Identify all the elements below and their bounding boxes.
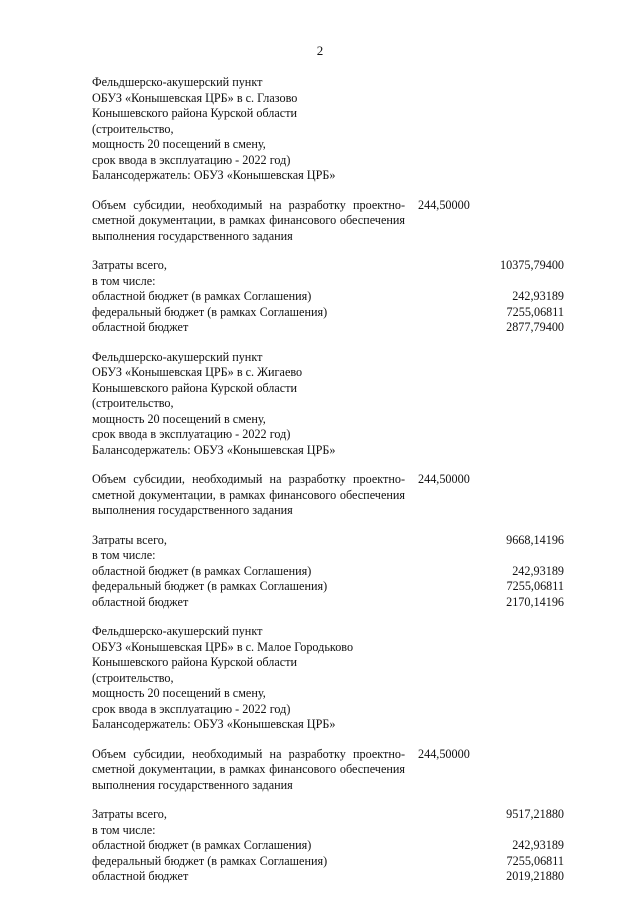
subsidy-row [92,472,564,519]
including-label: в том числе: [92,822,156,837]
including-label: в том числе: [92,548,156,562]
regional-agreement-row [92,838,564,854]
facility-line: Фельдшерско-акушерский пункт [92,624,263,638]
facility-line: Фельдшерско-акушерский пункт [92,349,263,364]
facility-line: Балансодержатель: ОБУЗ «Конышевская ЦРБ» [92,168,336,182]
regional-agreement-row [92,564,564,580]
including-row [92,274,564,290]
total-value: 10375,79400 [500,258,564,272]
total-label: Затраты всего, [92,258,167,272]
total-label: Затраты всего, [92,807,167,821]
total-row [92,533,564,549]
facility-line: срок ввода в эксплуатацию - 2022 год) [92,701,291,716]
facility-line: Конышевского района Курской области [92,106,298,120]
subsidy-text: Объем субсидии, необходимый на разработку проектно-сметной документации, в рамках финансового обеспечения выполнения государственного задания [92,472,405,517]
regional-row [92,869,564,885]
regional-agreement-label: областной бюджет (в рамках Соглашения) [92,563,312,578]
facility-line: Фельдшерско-акушерский пункт [92,75,263,89]
subsidy-amount: 244,50000 [418,197,470,212]
document-body [92,75,564,899]
total-value: 9517,21880 [506,807,564,821]
facility-line: ОБУЗ «Конышевская ЦРБ» в с. Малое Городьково [92,639,354,654]
total-row [92,258,564,274]
subsidy-amount: 244,50000 [418,746,470,761]
regional-value: 2877,79400 [506,320,564,334]
facility-line: (строительство, [92,670,174,685]
facility-section-glazovo [92,75,564,336]
facility-section-zhigaevo [92,350,564,611]
costs-breakdown [92,533,564,611]
regional-agreement-label: областной бюджет (в рамках Соглашения) [92,289,312,303]
costs-breakdown [92,807,564,885]
including-row [92,548,564,564]
facility-description [92,350,564,459]
federal-agreement-value: 7255,06811 [506,304,564,319]
facility-description [92,75,564,184]
total-row [92,807,564,823]
facility-line: (строительство, [92,396,174,410]
facility-line: (строительство, [92,121,174,136]
federal-agreement-row [92,854,564,870]
regional-agreement-value: 242,93189 [512,289,564,303]
regional-agreement-value: 242,93189 [512,838,564,852]
total-label: Затраты всего, [92,532,167,547]
federal-agreement-value: 7255,06811 [506,853,564,868]
including-row [92,823,564,839]
regional-label: областной бюджет [92,594,189,609]
subsidy-row [92,198,564,245]
federal-agreement-row [92,305,564,321]
federal-agreement-label: федеральный бюджет (в рамках Соглашения) [92,853,328,868]
facility-line: ОБУЗ «Конышевская ЦРБ» в с. Жигаево [92,365,303,379]
regional-row [92,595,564,611]
federal-agreement-row [92,579,564,595]
regional-agreement-value: 242,93189 [512,563,564,578]
facility-line: срок ввода в эксплуатацию - 2022 год) [92,427,291,441]
regional-label: областной бюджет [92,869,189,883]
subsidy-row [92,747,564,794]
subsidy-text: Объем субсидии, необходимый на разработку проектно-сметной документации, в рамках финансового обеспечения выполнения государственного задания [92,746,405,792]
subsidy-amount: 244,50000 [418,472,470,486]
regional-agreement-label: областной бюджет (в рамках Соглашения) [92,838,312,852]
facility-line: Балансодержатель: ОБУЗ «Конышевская ЦРБ» [92,717,336,731]
regional-agreement-row [92,289,564,305]
facility-description [92,624,564,733]
facility-line: Балансодержатель: ОБУЗ «Конышевская ЦРБ» [92,442,336,457]
facility-section-maloe-gorodkovo [92,624,564,885]
facility-line: ОБУЗ «Конышевская ЦРБ» в с. Глазово [92,90,298,105]
regional-label: областной бюджет [92,320,189,334]
regional-value: 2170,14196 [506,594,564,609]
page-number: 2 [316,43,324,58]
facility-line: мощность 20 посещений в смену, [92,686,266,700]
costs-breakdown [92,258,564,336]
total-value: 9668,14196 [506,532,564,547]
federal-agreement-label: федеральный бюджет (в рамках Соглашения) [92,304,328,319]
facility-line: Конышевского района Курской области [92,380,298,395]
federal-agreement-value: 7255,06811 [506,579,564,593]
regional-row [92,320,564,336]
subsidy-text: Объем субсидии, необходимый на разработку проектно-сметной документации, в рамках финансового обеспечения выполнения государственного задания [92,197,405,243]
facility-line: срок ввода в эксплуатацию - 2022 год) [92,152,291,167]
including-label: в том числе: [92,273,156,288]
facility-line: мощность 20 посещений в смену, [92,137,266,151]
federal-agreement-label: федеральный бюджет (в рамках Соглашения) [92,579,328,593]
regional-value: 2019,21880 [506,869,564,883]
facility-line: Конышевского района Курской области [92,655,298,669]
facility-line: мощность 20 посещений в смену, [92,411,266,426]
